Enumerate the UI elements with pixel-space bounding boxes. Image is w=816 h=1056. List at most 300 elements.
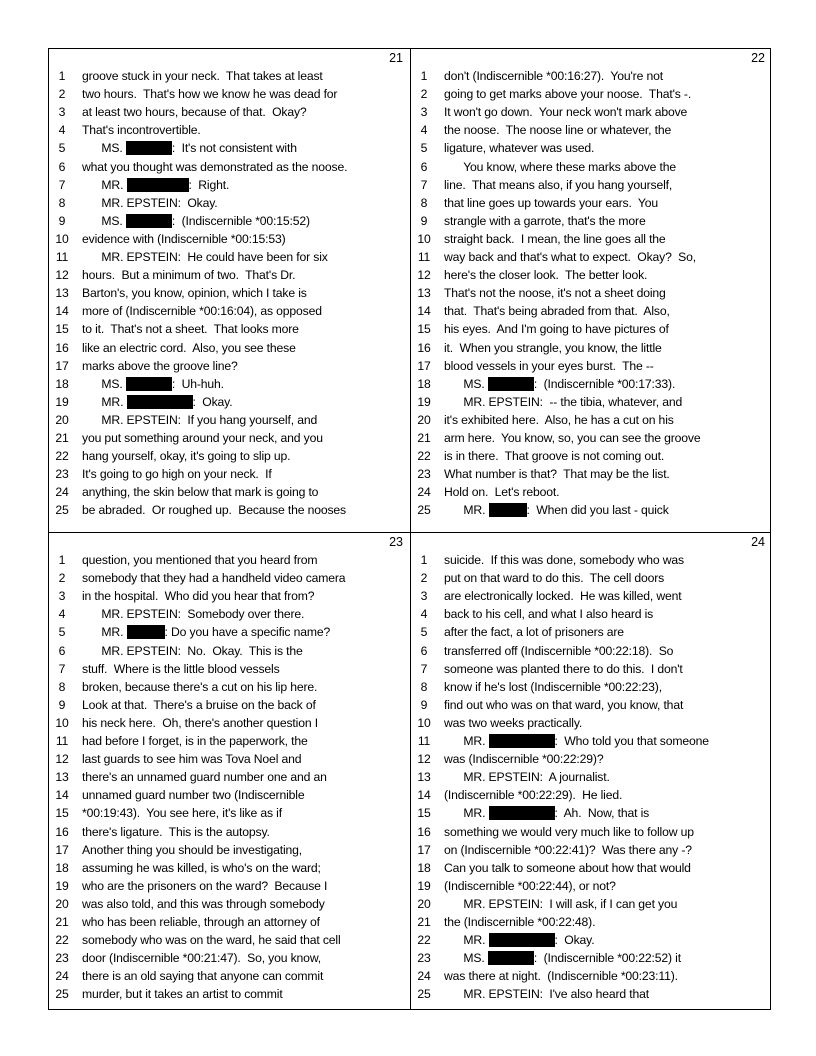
- line-number: 4: [420, 607, 428, 622]
- line-number: 3: [58, 589, 66, 604]
- transcript-line: [49, 302, 409, 320]
- line-number: 9: [58, 697, 66, 712]
- transcript-line: [411, 429, 771, 447]
- line-text-content: was two weeks practically.: [444, 715, 583, 730]
- line-number: 10: [55, 231, 69, 246]
- transcript-line: [411, 194, 771, 212]
- line-number: 1: [420, 69, 428, 83]
- line-text-content: (Indiscernible *00:22:29). He lied.: [444, 788, 623, 803]
- line-text-content: MR. EPSTEIN: I've also heard that: [444, 987, 649, 1002]
- line-number: 9: [420, 697, 428, 712]
- transcript-line: [49, 804, 409, 822]
- line-text-content: MR. EPSTEIN: He could have been for six: [82, 250, 328, 264]
- transcript-page-21: [49, 49, 409, 531]
- line-text: [444, 194, 658, 212]
- line-number: 22: [55, 449, 69, 464]
- line-text: [444, 714, 582, 732]
- line-text: [82, 302, 322, 320]
- line-text-content: broken, because there's a cut on his lip here.: [82, 679, 318, 694]
- transcript-line: [49, 266, 409, 284]
- line-text-content: blood vessels in your eyes burst. The --: [444, 358, 654, 373]
- line-number: 1: [420, 553, 428, 567]
- line-text: [82, 605, 304, 623]
- line-number: 2: [58, 87, 66, 102]
- transcript-line: [49, 732, 409, 750]
- line-text: [444, 85, 691, 103]
- transcript-line: [411, 804, 771, 822]
- line-text-content: MR. EPSTEIN: Okay.: [82, 195, 218, 210]
- line-text-after-redaction: : Okay.: [192, 394, 233, 409]
- transcript-line: [411, 913, 771, 931]
- line-number: 1: [58, 553, 66, 567]
- transcript-line: [49, 786, 409, 804]
- transcript-line: [411, 660, 771, 678]
- line-text-content: somebody that they had a handheld video camera: [82, 571, 346, 586]
- line-text: [82, 248, 328, 266]
- redaction-bar: [488, 377, 534, 391]
- transcript-line: [49, 642, 409, 660]
- line-text: [444, 931, 594, 949]
- line-text-content: was there at night. (Indiscernible *00:23:11).: [444, 969, 678, 984]
- line-number: 9: [420, 213, 428, 228]
- line-text-content: MS.: [82, 213, 126, 228]
- line-number: 25: [417, 503, 431, 518]
- line-number: 22: [55, 933, 69, 948]
- line-text-content: like an electric cord. Also, you see these: [82, 340, 296, 355]
- line-text-content: more of (Indiscernible *00:16:04), as opposed: [82, 304, 322, 319]
- transcript-line: [49, 393, 409, 411]
- transcript-line: [411, 786, 771, 804]
- line-text-content: MS.: [82, 376, 126, 391]
- line-number: 18: [417, 376, 431, 391]
- line-text: [444, 660, 683, 678]
- line-text: [444, 375, 675, 393]
- line-number: 18: [55, 376, 69, 391]
- line-text: [444, 605, 653, 623]
- line-text-content: in the hospital. Who did you hear that from?: [82, 589, 315, 604]
- line-text: [444, 158, 676, 176]
- line-number: 8: [58, 679, 66, 694]
- line-text-content: was (Indiscernible *00:22:29)?: [444, 752, 604, 767]
- line-text-content: MR. EPSTEIN: -- the tibia, whatever, and: [444, 394, 683, 409]
- line-text-content: there's an unnamed guard number one and an: [82, 770, 327, 785]
- transcript-line: [49, 320, 409, 338]
- line-number: 2: [420, 571, 428, 586]
- line-number: 11: [55, 250, 69, 264]
- line-number: 6: [58, 643, 66, 658]
- transcript-line: [49, 768, 409, 786]
- transcript-line: [49, 569, 409, 587]
- line-number: 2: [58, 571, 66, 586]
- transcript-line: [411, 732, 771, 750]
- line-number: 3: [420, 105, 428, 120]
- line-text: [444, 804, 649, 822]
- line-number: 11: [417, 250, 431, 264]
- line-number: 6: [58, 159, 66, 174]
- line-text-content: MS.: [444, 376, 488, 391]
- transcript-line: [49, 605, 409, 623]
- transcript-line: [411, 750, 771, 768]
- line-text-content: don't (Indiscernible *00:16:27). You're not: [444, 69, 663, 83]
- line-text: [444, 551, 684, 569]
- transcript-line: [49, 623, 409, 641]
- transcript-page-23: [49, 533, 409, 1015]
- line-text: [82, 859, 321, 877]
- line-text: [444, 696, 683, 714]
- line-text: [444, 302, 670, 320]
- line-number: 18: [417, 860, 431, 875]
- line-number: 1: [58, 69, 66, 83]
- redaction-bar: [127, 395, 193, 409]
- line-text-after-redaction: : Do you have a specific name?: [164, 625, 331, 640]
- transcript-line: [411, 551, 771, 569]
- line-text-content: That's incontrovertible.: [82, 123, 201, 138]
- line-text: [444, 212, 646, 230]
- redaction-bar: [127, 625, 165, 639]
- line-number: 4: [420, 123, 428, 138]
- line-number: 20: [417, 896, 431, 911]
- line-number: 23: [55, 467, 69, 482]
- line-number: 14: [55, 788, 69, 803]
- line-text: [82, 587, 314, 605]
- line-text-content: somebody who was on the ward, he said that cell: [82, 933, 341, 948]
- line-text: [82, 429, 323, 447]
- transcript-line: [411, 605, 771, 623]
- line-text-content: That's not the noose, it's not a sheet doing: [444, 286, 666, 301]
- line-text: [444, 411, 674, 429]
- line-number: 8: [420, 679, 428, 694]
- line-text: [82, 913, 320, 931]
- line-number: 15: [417, 322, 431, 337]
- line-text-content: strangle with a garrote, that's the more: [444, 213, 646, 228]
- transcript-line: [411, 339, 771, 357]
- line-text: [444, 750, 603, 768]
- transcript-grid: [48, 48, 771, 1010]
- line-number: 6: [420, 643, 428, 658]
- transcript-line: [411, 248, 771, 266]
- line-number: 13: [417, 286, 431, 301]
- line-text: [82, 103, 307, 121]
- line-text: [444, 121, 671, 139]
- line-number: 22: [417, 933, 431, 948]
- transcript-line: [411, 501, 771, 519]
- line-number: 15: [55, 806, 69, 821]
- line-text-content: MR. EPSTEIN: I will ask, if I can get you: [444, 896, 678, 911]
- line-text: [82, 551, 317, 569]
- transcript-line: [411, 67, 771, 85]
- line-text: [82, 949, 321, 967]
- line-text: [82, 732, 308, 750]
- line-text-content: is in there. That groove is not coming out.: [444, 449, 665, 464]
- transcript-line: [411, 859, 771, 877]
- line-number: 21: [417, 431, 431, 445]
- transcript-line: [49, 139, 409, 157]
- transcript-line: [49, 501, 409, 519]
- transcript-line: [411, 121, 771, 139]
- transcript-line: [49, 158, 409, 176]
- transcript-line: [49, 859, 409, 877]
- transcript-line: [411, 949, 771, 967]
- line-text: [444, 623, 624, 641]
- line-text: [82, 339, 296, 357]
- transcript-line: [49, 248, 409, 266]
- line-text: [444, 877, 616, 895]
- line-number: 13: [417, 770, 431, 785]
- line-number: 24: [417, 969, 431, 984]
- line-number: 21: [55, 431, 69, 445]
- line-text-content: that. That's being abraded from that. Also,: [444, 304, 670, 319]
- transcript-line: [49, 121, 409, 139]
- transcript-line: [411, 985, 771, 1003]
- line-number: 16: [417, 824, 431, 839]
- line-text-content: that line goes up towards your ears. You: [444, 195, 659, 210]
- line-text: [82, 660, 280, 678]
- line-number: 12: [55, 752, 69, 767]
- line-text-content: murder, but it takes an artist to commit: [82, 987, 283, 1002]
- transcript-line: [411, 266, 771, 284]
- transcript-line: [49, 931, 409, 949]
- line-number: 11: [417, 734, 431, 748]
- line-text-content: *00:19:43). You see here, it's like as if: [82, 806, 282, 821]
- line-text: [444, 393, 682, 411]
- line-text-content: his eyes. And I'm going to have pictures of: [444, 322, 669, 337]
- line-text: [82, 284, 307, 302]
- transcript-line: [49, 714, 409, 732]
- line-number: 5: [58, 625, 66, 640]
- line-text-content: was also told, and this was through somebody: [82, 896, 325, 911]
- transcript-line: [411, 139, 771, 157]
- transcript-line: [411, 103, 771, 121]
- line-number: 21: [417, 915, 431, 929]
- line-text-content: there is an old saying that anyone can commit: [82, 969, 324, 984]
- transcript-line: [411, 587, 771, 605]
- line-text-content: ligature, whatever was used.: [444, 141, 595, 156]
- line-number: 2: [420, 87, 428, 102]
- line-number: 17: [417, 358, 431, 373]
- line-text-content: put on that ward to do this. The cell doors: [444, 571, 665, 586]
- line-text-content: Hold on. Let's reboot.: [444, 485, 560, 500]
- line-text-content: who are the prisoners on the ward? Because I: [82, 878, 328, 893]
- line-text-content: the noose. The noose line or whatever, the: [444, 123, 672, 138]
- line-text-content: someone was planted there to do this. I don't: [444, 661, 683, 676]
- line-number: 7: [58, 661, 66, 676]
- line-number: 25: [55, 503, 69, 518]
- transcript-line: [49, 877, 409, 895]
- line-number: 10: [55, 715, 69, 730]
- line-number: 18: [55, 860, 69, 875]
- line-text-content: find out who was on that ward, you know, that: [444, 697, 684, 712]
- line-text-content: at least two hours, because of that. Okay?: [82, 105, 307, 120]
- line-number: 19: [417, 878, 431, 893]
- line-text: [82, 411, 317, 429]
- transcript-line: [411, 569, 771, 587]
- transcript-line: [49, 483, 409, 501]
- line-text: [82, 642, 303, 660]
- transcript-line: [49, 696, 409, 714]
- transcript-line: [49, 67, 409, 85]
- line-text: [444, 768, 610, 786]
- line-text-content: last guards to see him was Tova Noel and: [82, 752, 302, 767]
- line-number: 14: [417, 788, 431, 803]
- line-text-after-redaction: : It's not consistent with: [171, 141, 297, 156]
- line-number: 5: [420, 625, 428, 640]
- transcript-line: [411, 393, 771, 411]
- line-text: [82, 768, 327, 786]
- line-text: [444, 429, 701, 447]
- line-text: [444, 895, 677, 913]
- transcript-line: [411, 696, 771, 714]
- line-number: 24: [417, 485, 431, 500]
- line-text: [444, 339, 662, 357]
- transcript-line: [49, 411, 409, 429]
- transcript-line: [49, 985, 409, 1003]
- line-text-after-redaction: : When did you last - quick: [526, 503, 669, 518]
- line-text-content: anything, the skin below that mark is going to: [82, 485, 319, 500]
- line-text-content: MR. EPSTEIN: A journalist.: [444, 770, 610, 785]
- line-text: [444, 176, 672, 194]
- transcript-line: [49, 176, 409, 194]
- line-number: 17: [55, 842, 69, 857]
- line-number: 22: [417, 449, 431, 464]
- transcript-line: [411, 768, 771, 786]
- transcript-line: [411, 357, 771, 375]
- transcript-line: [49, 660, 409, 678]
- line-text: [444, 103, 687, 121]
- line-number: 19: [55, 878, 69, 893]
- line-text: [444, 357, 654, 375]
- transcript-line: [411, 678, 771, 696]
- line-text: [82, 696, 316, 714]
- line-text: [82, 158, 347, 176]
- line-number: 10: [417, 231, 431, 246]
- line-text-content: know if he's lost (Indiscernible *00:22:23),: [444, 679, 662, 694]
- line-text: [82, 483, 318, 501]
- transcript-line: [49, 103, 409, 121]
- line-text: [82, 678, 317, 696]
- transcript-line: [411, 176, 771, 194]
- line-number: 14: [417, 304, 431, 319]
- line-text: [444, 587, 682, 605]
- line-text-content: MR.: [444, 933, 489, 948]
- line-text: [82, 985, 283, 1003]
- line-number: 12: [417, 752, 431, 767]
- line-text-content: MR.: [444, 806, 489, 821]
- line-text-content: unnamed guard number two (Indiscernible: [82, 788, 305, 803]
- line-number: 21: [55, 915, 69, 929]
- line-text-content: MS.: [444, 951, 488, 966]
- line-text: [444, 841, 692, 859]
- line-text: [82, 967, 323, 985]
- line-text-content: are electronically locked. He was killed, went: [444, 589, 682, 604]
- line-text: [82, 320, 299, 338]
- line-text-content: hours. But a minimum of two. That's Dr.: [82, 268, 296, 283]
- line-text-content: MR.: [444, 734, 489, 748]
- redaction-bar: [489, 933, 555, 947]
- transcript-line: [411, 623, 771, 641]
- line-number: 16: [55, 340, 69, 355]
- line-text: [444, 284, 666, 302]
- line-number: 15: [55, 322, 69, 337]
- line-text-content: something we would very much like to follow up: [444, 824, 694, 839]
- line-text: [444, 642, 673, 660]
- line-number: 7: [420, 177, 428, 192]
- line-text: [82, 786, 304, 804]
- line-text: [444, 248, 696, 266]
- line-number: 20: [55, 412, 69, 427]
- line-text-after-redaction: : Who told you that someone: [554, 734, 709, 748]
- line-number: 4: [58, 607, 66, 622]
- transcript-line: [411, 375, 771, 393]
- transcript-line: [411, 931, 771, 949]
- line-text: [82, 931, 341, 949]
- line-text: [82, 85, 337, 103]
- line-text-content: his neck here. Oh, there's another question I: [82, 715, 318, 730]
- page-number: 21: [389, 51, 403, 65]
- transcript-line: [411, 447, 771, 465]
- line-number: 5: [420, 141, 428, 156]
- line-text-after-redaction: : (Indiscernible *00:17:33).: [533, 376, 676, 391]
- line-text: [82, 447, 290, 465]
- line-number: 11: [55, 734, 69, 748]
- line-text-after-redaction: : Okay.: [554, 933, 595, 948]
- line-text: [444, 949, 681, 967]
- line-text-after-redaction: : Ah. Now, that is: [554, 806, 650, 821]
- transcript-line: [411, 302, 771, 320]
- line-number: 15: [417, 806, 431, 821]
- line-text: [444, 139, 594, 157]
- line-text-content: What number is that? That may be the list.: [444, 467, 670, 482]
- line-text-content: on (Indiscernible *00:22:41)? Was there any -?: [444, 842, 692, 857]
- page-number: 22: [751, 51, 765, 65]
- line-number: 8: [420, 195, 428, 210]
- line-text-content: be abraded. Or roughed up. Because the nooses: [82, 503, 346, 518]
- line-text-content: it. When you strangle, you know, the little: [444, 340, 662, 355]
- line-text-content: Look at that. There's a bruise on the back of: [82, 697, 316, 712]
- line-number: 3: [420, 589, 428, 604]
- transcript-line: [49, 212, 409, 230]
- transcript-line: [49, 895, 409, 913]
- line-number: 19: [55, 394, 69, 409]
- transcript-line: [49, 357, 409, 375]
- redaction-bar: [489, 734, 555, 748]
- line-number: 24: [55, 969, 69, 984]
- line-number: 16: [55, 824, 69, 839]
- line-text-content: transferred off (Indiscernible *00:22:18). So: [444, 643, 674, 658]
- line-text-content: Another thing you should be investigating,: [82, 842, 303, 857]
- line-text: [82, 750, 301, 768]
- line-number: 23: [417, 951, 431, 966]
- line-text-after-redaction: : (Indiscernible *00:22:52) it: [533, 951, 681, 966]
- line-text-content: MR. EPSTEIN: No. Okay. This is the: [82, 643, 303, 658]
- line-text: [82, 67, 323, 85]
- line-text-content: MR.: [444, 503, 489, 518]
- line-number: 19: [417, 394, 431, 409]
- line-text: [444, 786, 622, 804]
- transcript-line: [49, 85, 409, 103]
- line-number: 10: [417, 715, 431, 730]
- line-number: 24: [55, 485, 69, 500]
- line-number: 12: [417, 268, 431, 283]
- transcript-line: [411, 230, 771, 248]
- transcript-line: [411, 411, 771, 429]
- line-text: [444, 569, 664, 587]
- line-text-content: it's exhibited here. Also, he has a cut on his: [444, 412, 674, 427]
- line-number: 8: [58, 195, 66, 210]
- line-number: 17: [55, 358, 69, 373]
- transcript-line: [49, 823, 409, 841]
- transcript-line: [49, 949, 409, 967]
- line-text-content: there's ligature. This is the autopsy.: [82, 824, 270, 839]
